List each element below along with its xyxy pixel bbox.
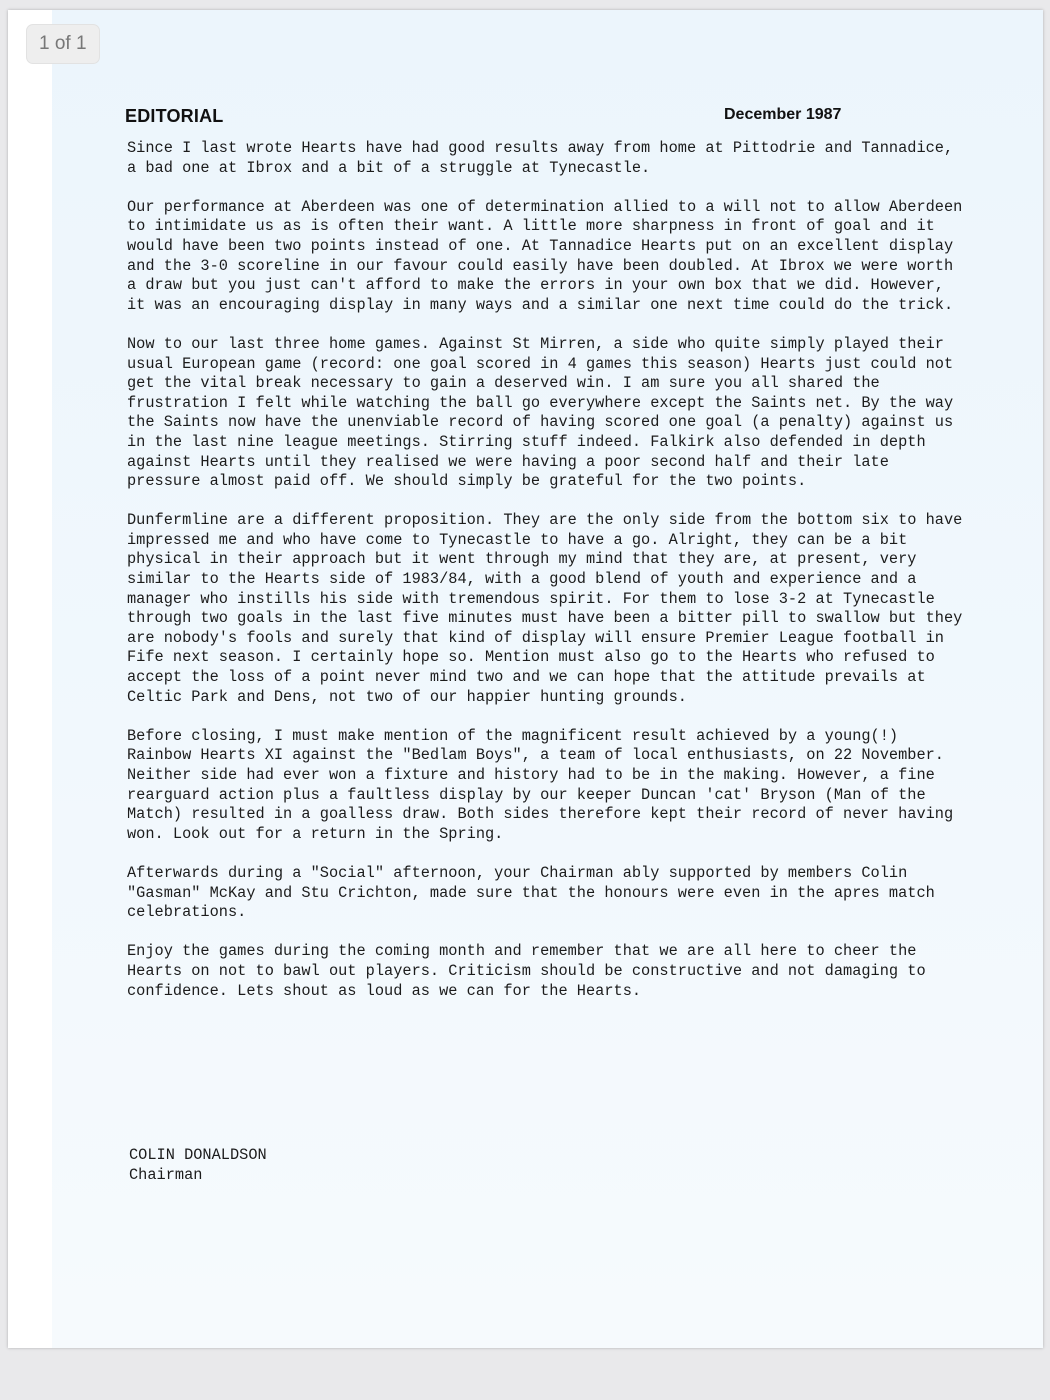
signature-name: COLIN DONALDSON (129, 1146, 267, 1164)
paragraph: Enjoy the games during the coming month and remember that we are all here to cheer the Hearts on not to bawl out players. Criticism should be constructive and not damaging to confidence. Lets shout as loud as we can for the Hearts. (127, 942, 926, 1000)
editorial-heading: EDITORIAL (125, 106, 224, 126)
paragraph: Since I last wrote Hearts have had good results away from home at Pittodrie and Tannadice, a bad one at Ibrox and a bit of a struggle at Tynecastle. (127, 139, 954, 177)
signature-title: Chairman (129, 1166, 203, 1184)
document-page (8, 10, 1043, 1348)
page-indicator: 1 of 1 (26, 24, 100, 64)
paragraph: Afterwards during a "Social" afternoon, your Chairman ably supported by members Colin "Gasman" McKay and Stu Crichton, made sure that the honours were even in the apres match celebrations. (127, 863, 935, 922)
signature-block (129, 1145, 267, 1185)
paragraph: Dunfermline are a different proposition. They are the only side from the bottom six to have impressed me and who have come to Tynecastle to have a go. Alright, they can be a bit physical in their approach but it went through my mind that they are, at present, very similar to the Hearts side of 1983/84, with a good blend of youth and experience and a manager who instills his side with tremendous spirit. For them to lose 3-2 at Tynecastle through two goals in the last five minutes must have been a bitter pill to swallow but they are nobody's fools and surely that kind of display will ensure Premier League football in Fife next season. I certainly hope so. Mention must also go to the Hearts who refused to accept the loss of a point never mind two and we can hope that the attitude prevails at Celtic Park and Dens, not two of our happier hunting grounds. (127, 511, 963, 706)
paragraph: Our performance at Aberdeen was one of determination allied to a will not to allow Aberdeen to intimidate us as is often their want. A little more sharpness in front of goal and it would have been two points instead of one. At Tannadice Hearts put on an excellent display and the 3-0 scoreline in our favour could easily have been doubled. At Ibrox we were worth a draw but you just can't afford to make the errors in your own box that we did. However, it was an encouraging display in many ways and a similar one next time could do the trick. (127, 197, 963, 314)
paragraph: Now to our last three home games. Against St Mirren, a side who quite simply played their usual European game (record: one goal scored in 4 games this season) Hearts just could not get the vital break necessary to gain a deserved win. I am sure you all shared the frustration I felt while watching the ball go everywhere except the Saints net. By the way the Saints now have the unenviable record of having scored one goal (a penalty) against us in the last nine league meetings. Stirring stuff indeed. Falkirk also defended in depth against Hearts until they realised we were having a poor second half and their late pressure almost paid off. We should simply be grateful for the two points. (127, 334, 954, 491)
paragraph: Before closing, I must make mention of the magnificent result achieved by a young(!) Rainbow Hearts XI against the "Bedlam Boys", a team of local enthusiasts, on 22 November. Neither side had ever won a fixture and history had to be in the making. However, a fine rearguard action plus a faultless display by our keeper Duncan 'cat' Bryson (Man of the Match) resulted in a goalless draw. Both sides therefore kept their record of never having won. Look out for a return in the Spring. (127, 726, 954, 843)
issue-date: December 1987 (724, 106, 842, 123)
editorial-body (127, 139, 967, 1021)
